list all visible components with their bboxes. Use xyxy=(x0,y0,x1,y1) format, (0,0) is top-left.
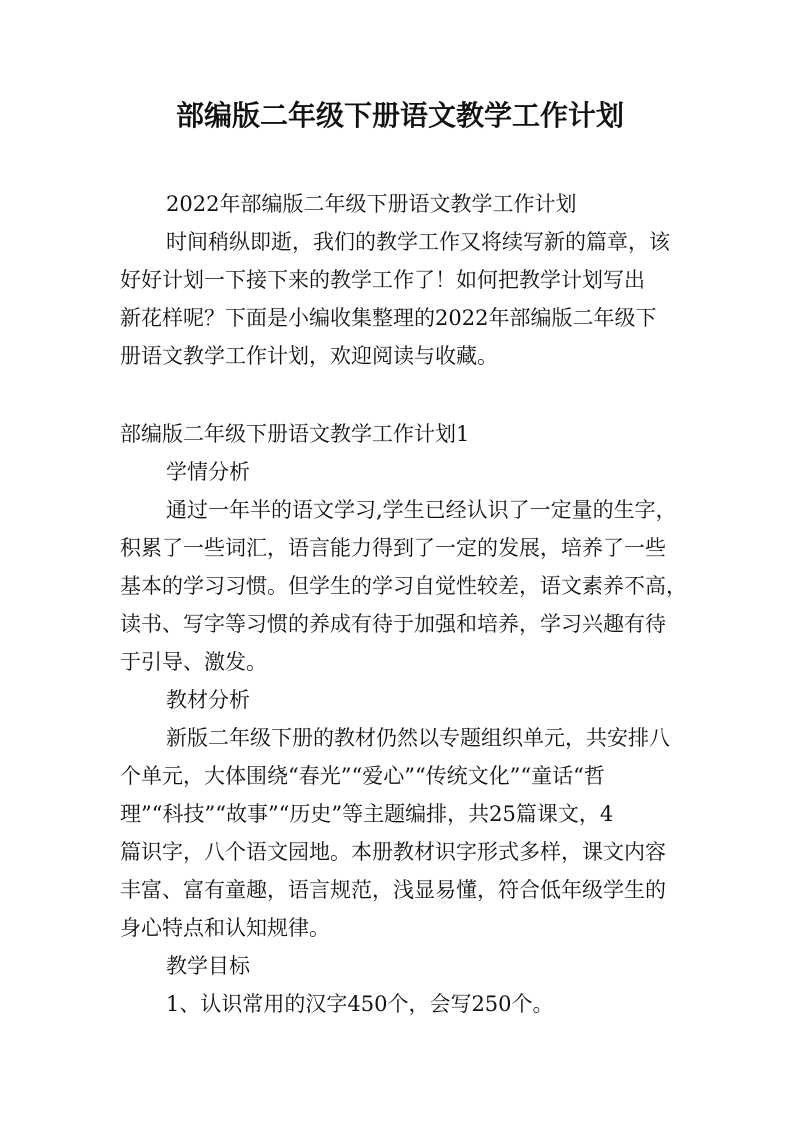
textbook-analysis-line-1: 新版二年级下册的教材仍然以专题组织单元，共安排八 xyxy=(166,726,670,750)
student-analysis-heading: 学情分析 xyxy=(166,460,250,484)
intro-title: 2022年部编版二年级下册语文教学工作计划 xyxy=(166,192,577,216)
textbook-analysis-line-4: 篇识字，八个语文园地。本册教材识字形式多样，课文内容 xyxy=(120,840,666,864)
intro-paragraph-line-4: 册语文教学工作计划，欢迎阅读与收藏。 xyxy=(120,344,498,368)
teaching-goal-1: 1、认识常用的汉字450个，会写250个。 xyxy=(166,992,554,1016)
textbook-analysis-line-2: 个单元，大体围绕“春光”“爱心”“传统文化”“童话“哲 xyxy=(120,764,605,788)
section-title: 部编版二年级下册语文教学工作计划1 xyxy=(120,422,470,446)
intro-paragraph-line-3: 新花样呢？下面是小编收集整理的2022年部编版二年级下 xyxy=(120,306,657,330)
student-analysis-line-3: 基本的学习习惯。但学生的学习自觉性较差，语文素养不高， xyxy=(120,574,687,598)
student-analysis-line-5: 于引导、激发。 xyxy=(120,650,267,674)
student-analysis-line-1: 通过一年半的语文学习,学生已经认识了一定量的生字， xyxy=(166,498,677,522)
textbook-analysis-line-6: 身心特点和认知规律。 xyxy=(120,916,330,940)
textbook-analysis-line-3: 理”“科技”“故事”“历史”等主题编排，共25篇课文，4 xyxy=(120,802,614,826)
intro-paragraph-line-1: 时间稍纵即逝，我们的教学工作又将续写新的篇章，该 xyxy=(166,230,670,254)
textbook-analysis-heading: 教材分析 xyxy=(166,688,250,712)
student-analysis-line-2: 积累了一些词汇，语言能力得到了一定的发展，培养了一些 xyxy=(120,536,666,560)
teaching-goals-heading: 教学目标 xyxy=(166,954,250,978)
textbook-analysis-line-5: 丰富、富有童趣，语言规范，浅显易懂，符合低年级学生的 xyxy=(120,878,666,902)
document-title: 部编版二年级下册语文教学工作计划 xyxy=(175,99,624,132)
student-analysis-line-4: 读书、写字等习惯的养成有待于加强和培养，学习兴趣有待 xyxy=(120,612,666,636)
intro-paragraph-line-2: 好好计划一下接下来的教学工作了！如何把教学计划写出 xyxy=(120,268,645,292)
